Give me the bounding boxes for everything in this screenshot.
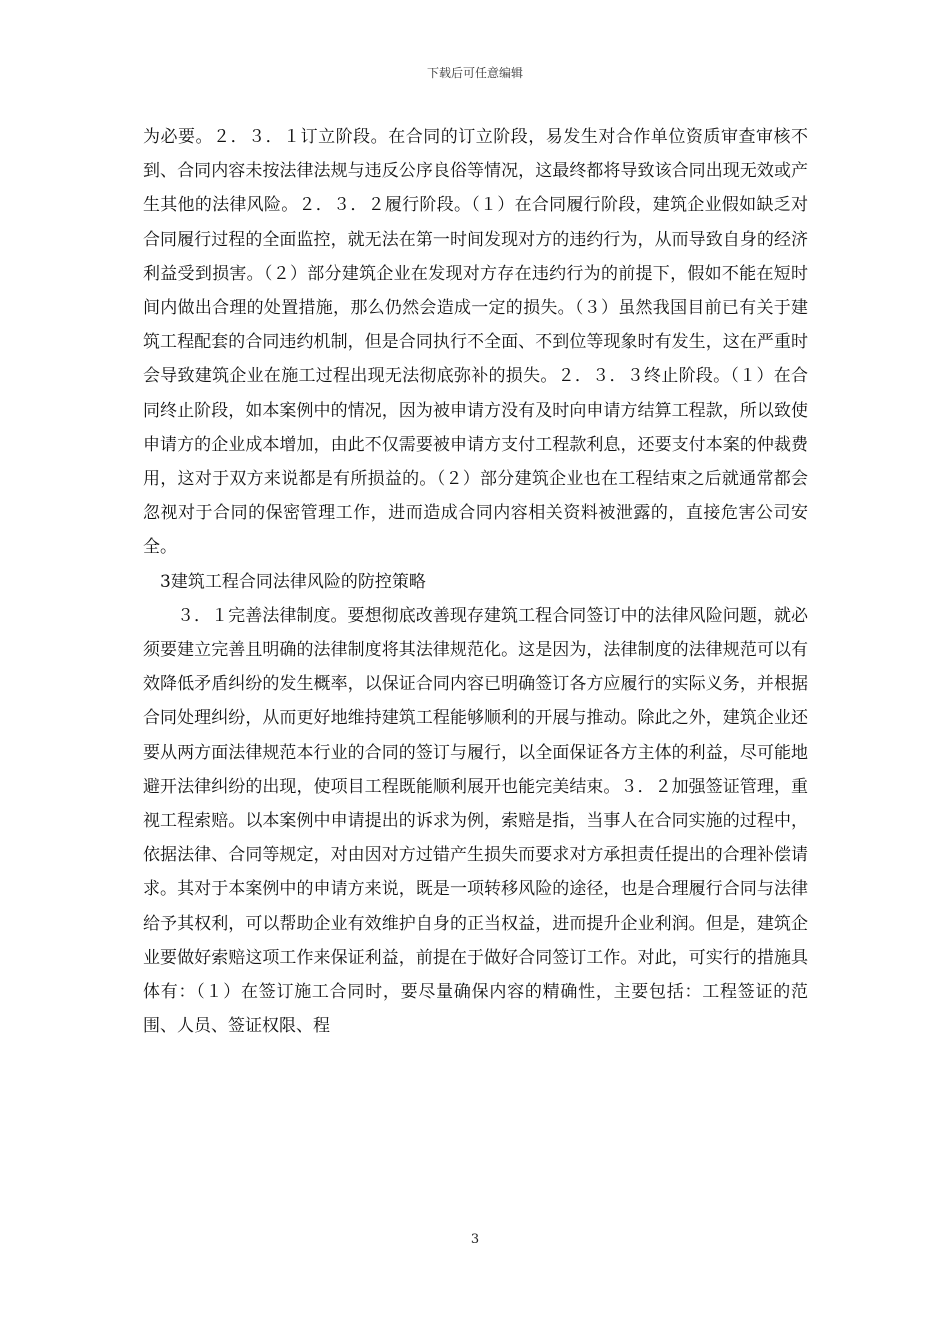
paragraph-contract-stages: 为必要。２．３．１订立阶段。在合同的订立阶段，易发生对合作单位资质审查审核不到、合同内容未按法律法规与违反公序良俗等情况，这最终都将导致该合同出现无效或产生其他的法律风险。２．３．２履行阶段。（１）在合同履行阶段，建筑企业假如缺乏对合同履行过程的全面监控，就无法在第一时间发现对方的违约行为，从而导致自身的经济利益受到损害。（２）部分建筑企业在发现对方存在违约行为的前提下，假如不能在短时间内做出合理的处置措施，那么仍然会造成一定的损失。（３）虽然我国目前已有关于建筑工程配套的合同违约机制，但是合同执行不全面、不到位等现象时有发生，这在严重时会导致建筑企业在施工过程出现无法彻底弥补的损失。２．３．３终止阶段。（１）在合同终止阶段，如本案例中的情况，因为被申请方没有及时向申请方结算工程款，所以致使申请方的企业成本增加，由此不仅需要被申请方支付工程款利息，还要支付本案的仲裁费用，这对于双方来说都是有所损益的。（２）部分建筑企业也在工程结束之后就通常都会忽视对于合同的保密管理工作，进而造成合同内容相关资料被泄露的，直接危害公司安全。 — [143, 127, 808, 558]
page-number: 3 — [470, 1232, 480, 1247]
section-heading: 3建筑工程合同法律风险的防控策略 — [160, 571, 426, 592]
paragraph-prevention-strategies: ３．１完善法律制度。要想彻底改善现存建筑工程合同签订中的法律风险问题，就必须要建立完善且明确的法律制度将其法律规范化。这是因为，法律制度的法律规范可以有效降低矛盾纠纷的发生概率，以保证合同内容已明确签订各方应履行的实际义务，并根据合同处理纠纷，从而更好地维持建筑工程能够顺利的开展与推动。除此之外，建筑企业还要从两方面法律规范本行业的合同的签订与履行，以全面保证各方主体的利益，尽可能地避开法律纠纷的出现，使项目工程既能顺利展开也能完美结束。３．２加强签证管理，重视工程索赔。以本案例中申请提出的诉求为例，索赔是指，当事人在合同实施的过程中，依据法律、合同等规定，对由因对方过错产生损失而要求对方承担责任提出的合理补偿请求。其对于本案例中的申请方来说，既是一项转移风险的途径，也是合理履行合同与法律给予其权利，可以帮助企业有效维护自身的正当权益，进而提升企业利润。但是，建筑企业要做好索赔这项工作来保证利益，前提在于做好合同签订工作。对此，可实行的措施具体有：（１）在签订施工合同时，要尽量确保内容的精确性，主要包括：工程签证的范围、人员、签证权限、程 — [143, 605, 808, 1037]
document-body — [143, 120, 808, 1043]
page-header: 下载后可任意编辑 — [426, 66, 523, 80]
